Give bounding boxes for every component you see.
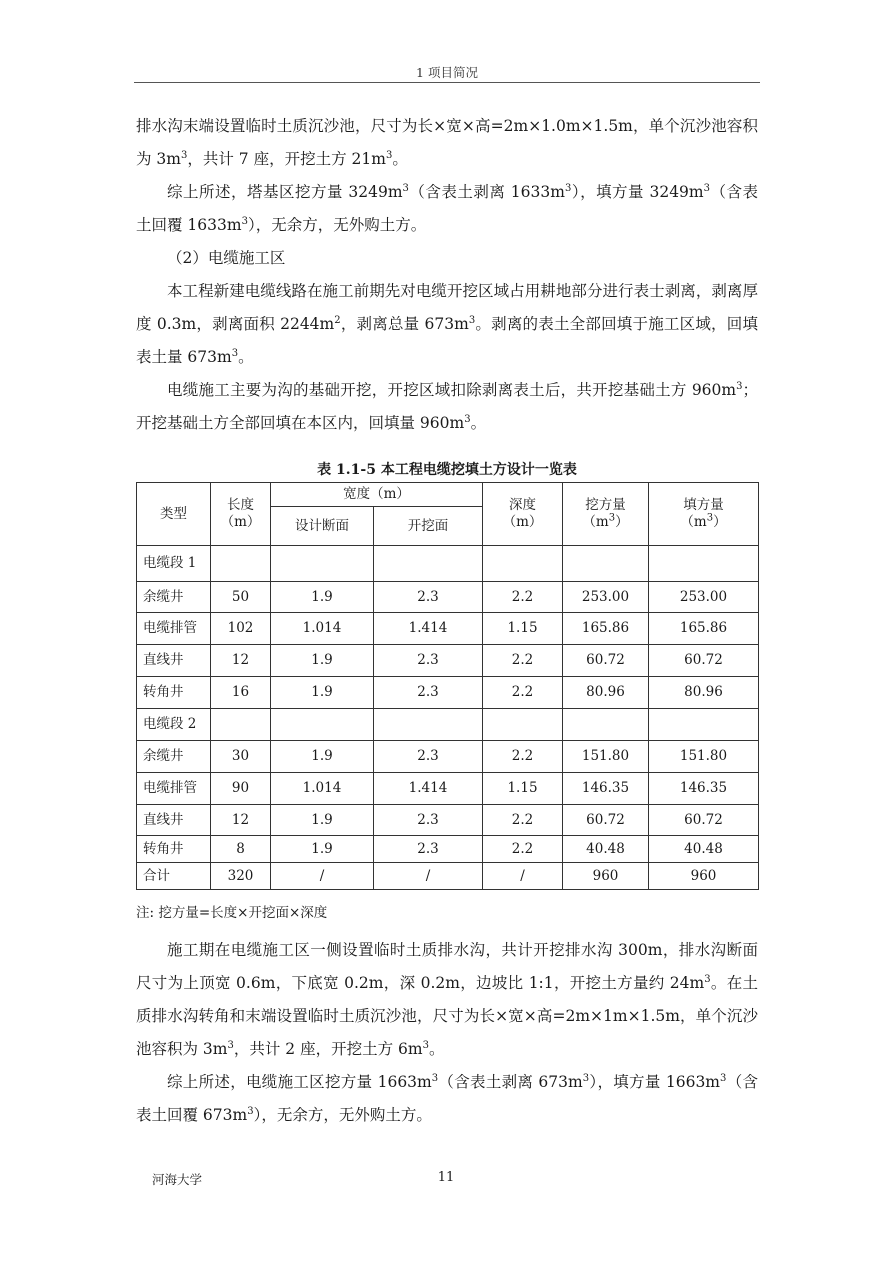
table-cell: 2.2 [483, 741, 563, 773]
table-cell: 253.00 [649, 582, 759, 613]
header-design-section: 设计断面 [271, 507, 374, 546]
table-cell: 146.35 [563, 773, 649, 805]
table-row [137, 836, 759, 863]
table-row [137, 613, 759, 645]
table-row [137, 741, 759, 773]
table-body [137, 546, 759, 890]
running-header: 1 项目简况 [416, 65, 478, 80]
table-cell: 2.2 [483, 677, 563, 709]
table-cell: 1.414 [374, 613, 483, 645]
table-cell: 2.2 [483, 645, 563, 677]
row-label-cell: 余缆井 [137, 741, 211, 773]
row-label-cell: 电缆段 1 [137, 546, 211, 582]
table-cell: 16 [211, 677, 271, 709]
table-cell: 1.9 [271, 582, 374, 613]
row-label-cell: 电缆排管 [137, 613, 211, 645]
table-cell: 2.3 [374, 645, 483, 677]
paragraph-sediment-tank: 排水沟末端设置临时土质沉沙池，尺寸为长×宽×高=2m×1.0m×1.5m，单个沉沙池容积为 $3m^3$，共计 7 座，开挖土方 $21m^3$。 [136, 117, 758, 168]
text-block-lower [136, 934, 758, 1132]
table-cell: 30 [211, 741, 271, 773]
table-row [137, 773, 759, 805]
table-cell: 1.014 [271, 773, 374, 805]
table-cell: 50 [211, 582, 271, 613]
table-cell: 80.96 [649, 677, 759, 709]
table-cell [563, 709, 649, 741]
table-cell: 80.96 [563, 677, 649, 709]
table-cell [211, 709, 271, 741]
table-cell: 60.72 [649, 645, 759, 677]
paragraph-topsoil-stripping: 本工程新建电缆线路在施工前期先对电缆开挖区域占用耕地部分进行表士剥离，剥离厚度 0.3m，剥离面积 $2244m^2$，剥离总量 $673m^3$。剥离的表土全部回填于施工区域，回填表土量 $673m^3$。 [136, 282, 758, 366]
table-cell: 60.72 [649, 805, 759, 836]
table-cell: 1.9 [271, 836, 374, 863]
paragraph-foundation-excavation: 电缆施工主要为沟的基础开挖，开挖区域扣除剥离表土后，共开挖基础土方 $960m^3$；开挖基础土方全部回填在本区内，回填量 $960m^3$。 [136, 380, 758, 432]
table-cell: 60.72 [563, 645, 649, 677]
table-cell: 2.3 [374, 741, 483, 773]
table-cell [649, 709, 759, 741]
table-cell: / [374, 863, 483, 890]
header-length: 长度 （m） [211, 483, 271, 546]
table-cell: 2.3 [374, 805, 483, 836]
paragraph-cable-summary: 综上所述，电缆施工区挖方量 $1663m^3$（含表土剥离 $673m^3$），填方量 $1663m^3$（含表土回覆 $673m^3$），无余方，无外购土方。 [136, 1072, 758, 1124]
row-label-cell: 直线井 [137, 645, 211, 677]
table-cell [563, 546, 649, 582]
table-row [137, 805, 759, 836]
table-cell: 40.48 [649, 836, 759, 863]
header-cut: 挖方量 $(m^3)$ [563, 483, 649, 546]
table-cell: 102 [211, 613, 271, 645]
row-label-cell: 转角井 [137, 677, 211, 709]
table-cell: / [483, 863, 563, 890]
table-cell: 151.80 [649, 741, 759, 773]
table-cell: 2.3 [374, 836, 483, 863]
row-label-cell: 电缆排管 [137, 773, 211, 805]
table-cell: 146.35 [649, 773, 759, 805]
table-cell: 1.9 [271, 805, 374, 836]
table-cell: 165.86 [649, 613, 759, 645]
row-label-cell: 电缆段 2 [137, 709, 211, 741]
row-label-cell: 余缆井 [137, 582, 211, 613]
earthwork-table [136, 482, 759, 890]
table-row [137, 709, 759, 741]
table-cell: 2.3 [374, 677, 483, 709]
row-label-cell: 直线井 [137, 805, 211, 836]
table-cell [271, 546, 374, 582]
footer-institution: 河海大学 [152, 1172, 203, 1187]
table-cell: 2.3 [374, 582, 483, 613]
paragraph-tower-summary: 综上所述，塔基区挖方量 $3249m^3$（含表土剥离 $1633m^3$），填方量 $3249m^3$（含表土回覆 $1633m^3$），无余方，无外购土方。 [136, 182, 758, 234]
table-caption: 表 1.1-5 本工程电缆挖填土方设计一览表 [317, 462, 577, 478]
table-cell: 8 [211, 836, 271, 863]
table-cell: 1.9 [271, 677, 374, 709]
table-cell: 165.86 [563, 613, 649, 645]
table-cell: 320 [211, 863, 271, 890]
page-number: 11 [437, 1170, 455, 1185]
header-fill: 填方量 $(m^3)$ [649, 483, 759, 546]
table-cell: 1.014 [271, 613, 374, 645]
table-cell: 1.15 [483, 773, 563, 805]
table-cell: 12 [211, 645, 271, 677]
table-note: 注: 挖方量=长度×开挖面×深度 [136, 905, 328, 921]
table-cell: 1.414 [374, 773, 483, 805]
table-cell [271, 709, 374, 741]
header-depth: 深度 （m） [483, 483, 563, 546]
table-cell: 151.80 [563, 741, 649, 773]
section-heading: （2）电缆施工区 [167, 249, 286, 267]
table-cell: 253.00 [563, 582, 649, 613]
table-cell: 2.2 [483, 582, 563, 613]
table-cell: 1.9 [271, 741, 374, 773]
table-header-row [137, 483, 759, 507]
table-cell [483, 709, 563, 741]
table-cell [374, 546, 483, 582]
table-row [137, 863, 759, 890]
table-row [137, 645, 759, 677]
table-cell [483, 546, 563, 582]
header-rule [134, 82, 760, 83]
table-cell: 1.15 [483, 613, 563, 645]
header-width: 宽度（m） [271, 483, 483, 507]
header-type: 类型 [137, 483, 211, 546]
table-cell: 960 [563, 863, 649, 890]
paragraph-drainage-ditch: 施工期在电缆施工区一侧设置临时土质排水沟，共计开挖排水沟 300m，排水沟断面尺寸为上顶宽 0.6m，下底宽 0.2m，深 0.2m，边坡比 1:1，开挖土方量约 $24m^3$。在土质排水沟转角和末端设置临时土质沉沙池，尺寸为长×宽×高=2m×1m×1.5m，单个沉沙池容积为 $3m^3$，共计 2 座，开挖土方 $6m^3$。 [136, 941, 758, 1058]
table-cell: 960 [649, 863, 759, 890]
row-label-cell: 合计 [137, 863, 211, 890]
table-cell [211, 546, 271, 582]
row-label-cell: 转角井 [137, 836, 211, 863]
table-cell: 60.72 [563, 805, 649, 836]
table-cell: 2.2 [483, 836, 563, 863]
text-block-upper [136, 110, 758, 440]
table-cell: 40.48 [563, 836, 649, 863]
table-cell: 2.2 [483, 805, 563, 836]
table-row [137, 582, 759, 613]
table-cell: 12 [211, 805, 271, 836]
table-cell [649, 546, 759, 582]
table-cell: / [271, 863, 374, 890]
table-cell [374, 709, 483, 741]
header-excavation-face: 开挖面 [374, 507, 483, 546]
table-row [137, 546, 759, 582]
table-cell: 90 [211, 773, 271, 805]
table-cell: 1.9 [271, 645, 374, 677]
table-row [137, 677, 759, 709]
